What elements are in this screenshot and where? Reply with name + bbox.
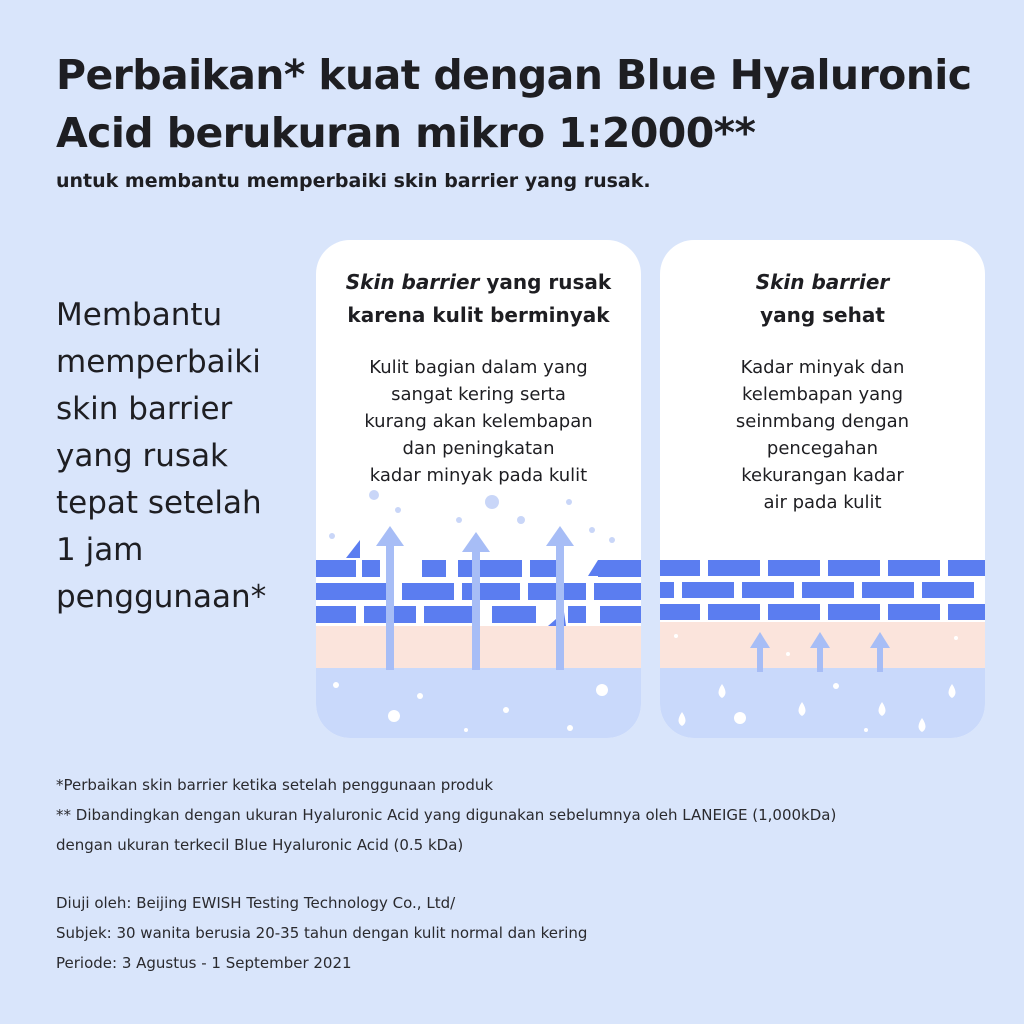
side-claim-line: 1 jam: [56, 532, 144, 568]
damaged-barrier-card: [316, 240, 641, 738]
test-info-line: Periode: 3 Agustus - 1 September 2021: [56, 954, 352, 972]
side-claim-line: yang rusak: [56, 438, 229, 474]
healthy-desc-line: pencegahan: [766, 438, 879, 459]
footnote-line: dengan ukuran terkecil Blue Hyaluronic Acid (0.5 kDa): [56, 836, 464, 854]
headline: [56, 46, 996, 162]
headline-line-2: Acid berukuran mikro 1:2000**: [56, 109, 756, 157]
damaged-card-title: [316, 266, 641, 332]
side-claim-line: Membantu: [56, 297, 223, 333]
damaged-desc-line: dan peningkatan: [402, 438, 555, 459]
footnote-line: ** Dibandingkan dengan ukuran Hyaluronic Acid yang digunakan sebelumnya oleh LANEIGE (1,000kDa): [56, 806, 837, 824]
damaged-desc-line: sangat kering serta: [391, 384, 566, 405]
footnote-line: *Perbaikan skin barrier ketika setelah penggunaan produk: [56, 776, 494, 794]
side-claim-line: skin barrier: [56, 391, 233, 427]
test-info: [56, 888, 587, 978]
side-claim-line: memperbaiki: [56, 344, 261, 380]
damaged-card-title-rest: yang rusak: [479, 270, 612, 294]
side-claim-line: tepat setelah: [56, 485, 262, 521]
damaged-card-title-line2: karena kulit berminyak: [347, 303, 610, 327]
subheadline: untuk membantu memperbaiki skin barrier yang rusak.: [56, 170, 651, 192]
side-claim-line: penggunaan*: [56, 579, 267, 615]
healthy-card-description: [660, 354, 985, 516]
side-claim-text: [56, 292, 306, 621]
damaged-card-title-italic: Skin barrier: [345, 270, 480, 294]
headline-line-1: Perbaikan* kuat dengan Blue Hyaluronic: [56, 51, 972, 99]
test-info-line: Subjek: 30 wanita berusia 20-35 tahun dengan kulit normal dan kering: [56, 924, 588, 942]
healthy-desc-line: kekurangan kadar: [741, 465, 904, 486]
damaged-desc-line: kurang akan kelembapan: [364, 411, 593, 432]
bubble-icon: [329, 490, 615, 543]
test-info-line: Diuji oleh: Beijing EWISH Testing Technology Co., Ltd/: [56, 894, 456, 912]
damaged-desc-line: Kulit bagian dalam yang: [369, 357, 588, 378]
brick-wall: [660, 560, 985, 620]
healthy-desc-line: kelembapan yang: [741, 384, 904, 405]
footnotes: [56, 770, 836, 860]
healthy-card-title: [660, 266, 985, 332]
healthy-card-title-italic: Skin barrier: [755, 270, 890, 294]
damaged-desc-line: kadar minyak pada kulit: [369, 465, 588, 486]
healthy-card-title-line2: yang sehat: [760, 303, 885, 327]
healthy-barrier-card: [660, 240, 985, 738]
healthy-desc-line: air pada kulit: [763, 492, 882, 513]
healthy-desc-line: Kadar minyak dan: [740, 357, 905, 378]
healthy-desc-line: seinmbang dengan: [735, 411, 910, 432]
damaged-card-description: [316, 354, 641, 489]
